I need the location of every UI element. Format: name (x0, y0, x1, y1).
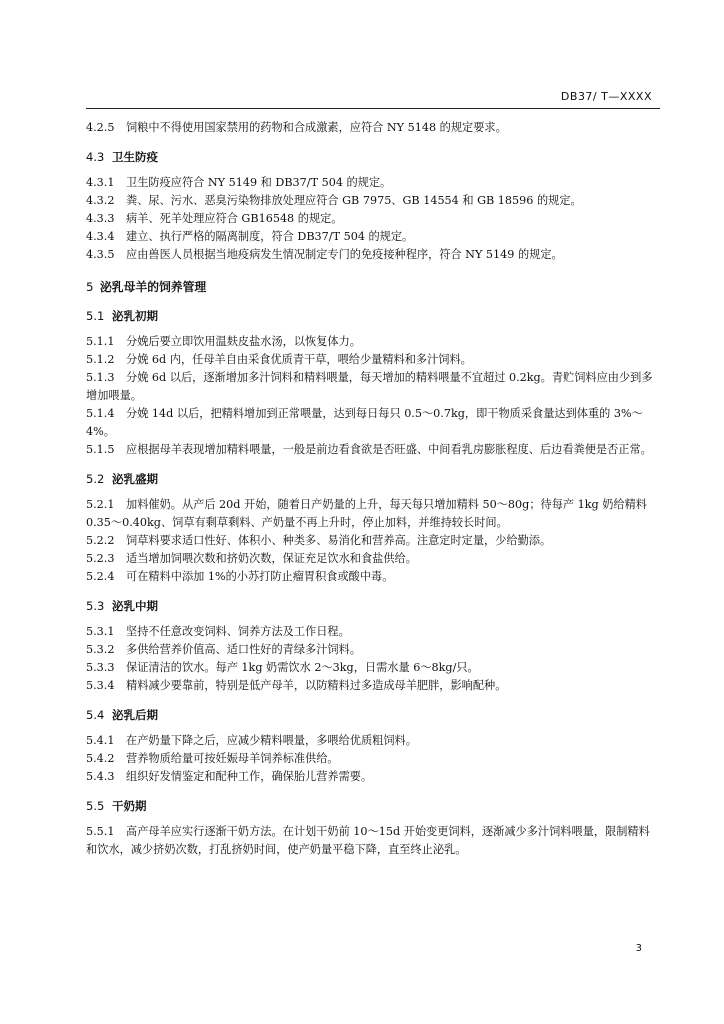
clause-paragraph (86, 351, 660, 369)
clause-text: 建立、执行严格的隔离制度，符合 DB37/T 504 的规定。 (126, 230, 414, 243)
clause-paragraph (86, 677, 660, 695)
clause-text: 饲草料要求适口性好、体积小、种类多、易消化和营养高。注意定时定量，少给勤添。 (126, 534, 552, 547)
clause-text: 在产奶量下降之后，应减少精料喂量，多喂给优质粗饲料。 (126, 734, 417, 747)
clause-text: 分娩 14d 以后，把精料增加到正常喂量，达到每日每只 0.5～0.7kg，即干物质采食量达到体重的 3%～4%。 (86, 407, 643, 438)
clause-number: 5.1 (86, 309, 105, 323)
clause-paragraph (86, 550, 660, 568)
clause-paragraph (86, 246, 660, 264)
clause-paragraph (86, 532, 660, 550)
subsection-heading (86, 470, 660, 488)
clause-number: 4.2.5 (86, 121, 115, 134)
clause-number: 4.3 (86, 150, 105, 164)
clause-number: 5.4.3 (86, 770, 115, 783)
clause-number: 5.1.4 (86, 407, 115, 420)
subsection-heading (86, 307, 660, 325)
clause-number: 5.1.3 (86, 371, 115, 384)
subsection-heading (86, 797, 660, 815)
clause-text: 高产母羊应实行逐渐干奶方法。在计划干奶前 10～15d 开始变更饲料，逐渐减少多汁饲料喂量，限制精料和饮水，减少挤奶次数，打乱挤奶时间，使产奶量平稳下降，直至终止泌乳。 (86, 825, 650, 856)
document-body (86, 119, 660, 859)
clause-text: 精料减少要靠前，特别是低产母羊，以防精料过多造成母羊肥胖，影响配种。 (126, 679, 507, 692)
clause-paragraph (86, 732, 660, 750)
clause-number: 5.3.4 (86, 679, 115, 692)
clause-text: 干奶期 (112, 799, 147, 813)
clause-text: 分娩后要立即饮用温麸皮盐水汤，以恢复体力。 (126, 335, 361, 348)
clause-number: 5.3 (86, 599, 105, 613)
clause-paragraph (86, 119, 660, 137)
clause-number: 4.3.1 (86, 176, 115, 189)
clause-number: 5.4.2 (86, 752, 115, 765)
clause-text: 营养物质给量可按妊娠母羊饲养标准供给。 (126, 752, 339, 765)
clause-number: 4.3.4 (86, 230, 115, 243)
clause-text: 组织好发情鉴定和配种工作，确保胎儿营养需要。 (126, 770, 373, 783)
clause-paragraph (86, 623, 660, 641)
subsection-heading (86, 597, 660, 615)
clause-number: 5.3.3 (86, 661, 115, 674)
clause-text: 加料催奶。从产后 20d 开始，随着日产奶量的上升，每天每只增加精料 50～80g；待每产 1kg 奶给精料 0.35～0.40kg、饲草有剩草剩料、产奶量不再上升时，停止加料，并维持较长时间。 (86, 498, 647, 529)
clause-paragraph (86, 823, 660, 859)
clause-text: 饲粮中不得使用国家禁用的药物和合成激素，应符合 NY 5148 的规定要求。 (126, 121, 507, 134)
clause-number: 5.3.1 (86, 625, 115, 638)
clause-text: 适当增加饲喂次数和挤奶次数，保证充足饮水和食盐供给。 (126, 552, 417, 565)
clause-number: 4.3.3 (86, 212, 115, 225)
header-rule (86, 108, 660, 109)
clause-paragraph (86, 750, 660, 768)
clause-number: 5.2 (86, 472, 105, 486)
subsection-heading (86, 148, 660, 166)
clause-number: 5.4 (86, 708, 105, 722)
clause-text: 可在精料中添加 1%的小苏打防止瘤胃积食或酸中毒。 (126, 570, 394, 583)
section-heading (86, 278, 660, 296)
clause-number: 5.1.5 (86, 443, 115, 456)
clause-text: 应由兽医人员根据当地疫病发生情况制定专门的免疫接种程序，符合 NY 5149 的规定。 (126, 248, 563, 261)
clause-number: 5.4.1 (86, 734, 115, 747)
clause-paragraph (86, 192, 660, 210)
clause-number: 5.2.3 (86, 552, 115, 565)
clause-number: 5.5.1 (86, 825, 115, 838)
clause-text: 卫生防疫应符合 NY 5149 和 DB37/T 504 的规定。 (126, 176, 392, 189)
clause-number: 4.3.2 (86, 194, 115, 207)
clause-paragraph (86, 641, 660, 659)
clause-paragraph (86, 659, 660, 677)
clause-text: 泌乳母羊的饲养管理 (100, 280, 207, 294)
clause-paragraph (86, 768, 660, 786)
clause-number: 5.2.2 (86, 534, 115, 547)
clause-text: 泌乳后期 (112, 708, 158, 722)
clause-paragraph (86, 210, 660, 228)
subsection-heading (86, 706, 660, 724)
clause-number: 5 (86, 280, 94, 294)
clause-text: 分娩 6d 内，任母羊自由采食优质青干草，喂给少量精料和多汁饲料。 (126, 353, 472, 366)
clause-text: 泌乳盛期 (112, 472, 158, 486)
clause-number: 5.2.1 (86, 498, 115, 511)
clause-paragraph (86, 228, 660, 246)
clause-paragraph (86, 174, 660, 192)
clause-paragraph (86, 441, 660, 459)
clause-paragraph (86, 405, 660, 441)
clause-text: 多供给营养价值高、适口性好的青绿多汁饲料。 (126, 643, 361, 656)
clause-text: 粪、尿、污水、恶臭污染物排放处理应符合 GB 7975、GB 14554 和 GB 18596 的规定。 (126, 194, 582, 207)
clause-text: 卫生防疫 (112, 150, 158, 164)
clause-number: 5.1.1 (86, 335, 115, 348)
clause-text: 泌乳中期 (112, 599, 158, 613)
clause-text: 泌乳初期 (112, 309, 158, 323)
clause-paragraph (86, 333, 660, 351)
clause-text: 病羊、死羊处理应符合 GB16548 的规定。 (126, 212, 343, 225)
clause-paragraph (86, 369, 660, 405)
clause-text: 应根据母羊表现增加精料喂量，一般是前边看食欲是否旺盛、中间看乳房膨胀程度、后边看粪便是否正常。 (126, 443, 652, 456)
clause-number: 5.5 (86, 799, 105, 813)
document-code: DB37/ T—XXXX (560, 90, 652, 103)
clause-number: 5.3.2 (86, 643, 115, 656)
page-number: 3 (635, 943, 642, 954)
clause-paragraph (86, 568, 660, 586)
clause-number: 5.1.2 (86, 353, 115, 366)
clause-number: 5.2.4 (86, 570, 115, 583)
clause-text: 坚持不任意改变饲料、饲养方法及工作日程。 (126, 625, 350, 638)
clause-text: 分娩 6d 以后，逐渐增加多汁饲料和精料喂量，每天增加的精料喂量不宜超过 0.2kg。青贮饲料应由少到多增加喂量。 (86, 371, 653, 402)
clause-text: 保证清洁的饮水。每产 1kg 奶需饮水 2～3kg，日需水量 6～8kg/只。 (126, 661, 479, 674)
clause-number: 4.3.5 (86, 248, 115, 261)
clause-paragraph (86, 496, 660, 532)
